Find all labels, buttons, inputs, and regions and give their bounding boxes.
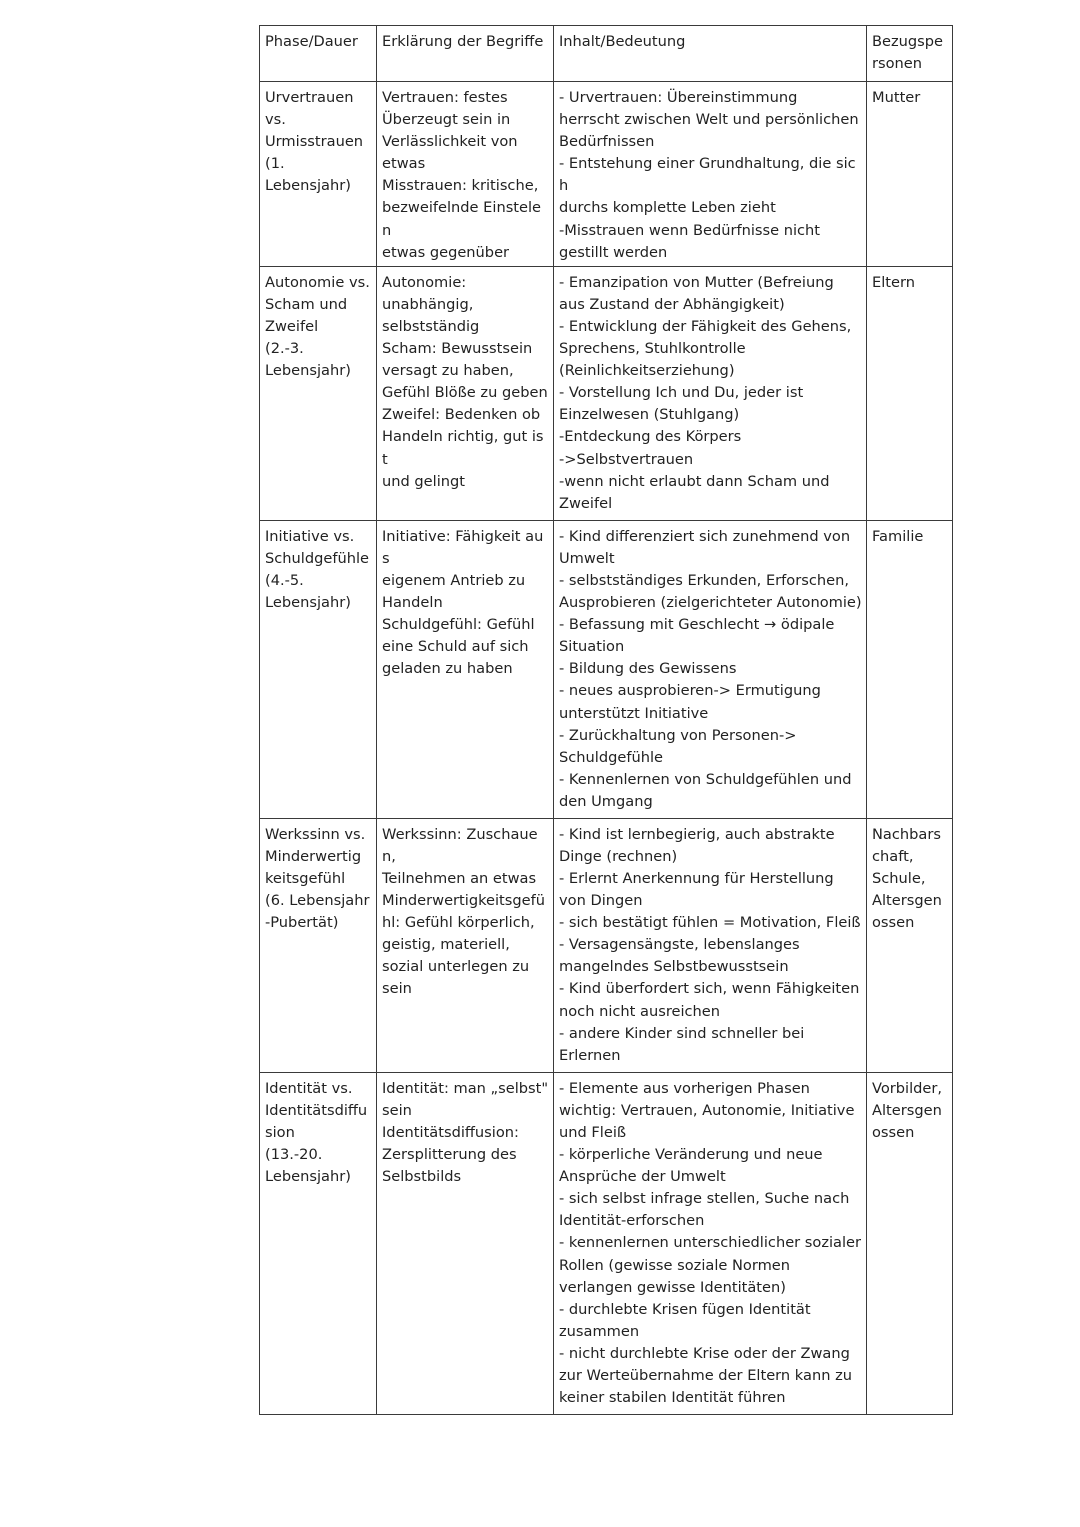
cell-erklaerung: Autonomie: unabhängig, selbstständig Scham: Bewusstsein versagt zu haben, Gefühl Blöße zu geben Zweifel: Bedenken ob Handeln richtig, gut ist und gelingt [377,266,554,520]
cell-bezugspersonen: Mutter [867,82,953,267]
cell-bezugspersonen: Nachbars chaft, Schule, Altersgen ossen [867,818,953,1072]
cell-phase: Identität vs. Identitätsdiffu sion (13.-20. Lebensjahr) [260,1072,377,1414]
cell-erklaerung: Werkssinn: Zuschauen, Teilnehmen an etwas Minderwertigkeitsgefü hl: Gefühl körperlich, geistig, materiell, sozial unterlegen zu sein [377,818,554,1072]
table-row [260,520,953,818]
header-erklaerung: Erklärung der Begriffe [377,26,554,82]
table-row [260,266,953,520]
cell-phase: Urvertrauen vs. Urmisstrauen (1. Lebensjahr) [260,82,377,267]
cell-erklaerung: Initiative: Fähigkeit aus eigenem Antrieb zu Handeln Schuldgefühl: Gefühl eine Schuld auf sich geladen zu haben [377,520,554,818]
table-row [260,818,953,1072]
cell-phase: Werkssinn vs. Minderwertig keitsgefühl (6. Lebensjahr -Pubertät) [260,818,377,1072]
header-phase: Phase/Dauer [260,26,377,82]
cell-inhalt: - Kind ist lernbegierig, auch abstrakte Dinge (rechnen) - Erlernt Anerkennung für Herstellung von Dingen - sich bestätigt fühlen = Motivation, Fleiß - Versagensängste, lebenslanges mangelndes Selbstbewusstsein - Kind überfordert sich, wenn Fähigkeiten noch nicht ausreichen - andere Kinder sind schneller bei Erlernen [554,818,867,1072]
cell-erklaerung: Vertrauen: festes Überzeugt sein in Verlässlichkeit von etwas Misstrauen: kritische, bezweifelnde Einstelen etwas gegenüber [377,82,554,267]
cell-erklaerung: Identität: man „selbst" sein Identitätsdiffusion: Zersplitterung des Selbstbilds [377,1072,554,1414]
table-row [260,82,953,267]
cell-bezugspersonen: Familie [867,520,953,818]
cell-phase: Autonomie vs. Scham und Zweifel (2.-3. Lebensjahr) [260,266,377,520]
cell-inhalt: - Kind differenziert sich zunehmend von Umwelt - selbstständiges Erkunden, Erforschen, Ausprobieren (zielgerichteter Autonomie) - Befassung mit Geschlecht → ödipale Situation - Bildung des Gewissens - neues ausprobieren-> Ermutigung unterstützt Initiative - Zurückhaltung von Personen-> Schuldgefühle - Kennenlernen von Schuldgefühlen und den Umgang [554,520,867,818]
cell-inhalt: - Emanzipation von Mutter (Befreiung aus Zustand der Abhängigkeit) - Entwicklung der Fähigkeit des Gehens, Sprechens, Stuhlkontrolle (Reinlichkeitserziehung) - Vorstellung Ich und Du, jeder ist Einzelwesen (Stuhlgang) -Entdeckung des Körpers ->Selbstvertrauen -wenn nicht erlaubt dann Scham und Zweifel [554,266,867,520]
header-bezugspersonen: Bezugspe rsonen [867,26,953,82]
cell-bezugspersonen: Eltern [867,266,953,520]
table-row [260,1072,953,1414]
table-header-row [260,26,953,82]
cell-inhalt: - Elemente aus vorherigen Phasen wichtig: Vertrauen, Autonomie, Initiative und Fleiß - körperliche Veränderung und neue Ansprüche der Umwelt - sich selbst infrage stellen, Suche nach Identität-erforschen - kennenlernen unterschiedlicher sozialer Rollen (gewisse soziale Normen verlangen gewisse Identitäten) - durchlebte Krisen fügen Identität zusammen - nicht durchlebte Krise oder der Zwang zur Werteübernahme der Eltern kann zu keiner stabilen Identität führen [554,1072,867,1414]
cell-bezugspersonen: Vorbilder, Altersgen ossen [867,1072,953,1414]
erikson-stages-table [259,25,953,1415]
cell-inhalt: - Urvertrauen: Übereinstimmung herrscht zwischen Welt und persönlichen Bedürfnissen - Entstehung einer Grundhaltung, die sich durchs komplette Leben zieht -Misstrauen wenn Bedürfnisse nicht gestillt werden [554,82,867,267]
header-inhalt: Inhalt/Bedeutung [554,26,867,82]
cell-phase: Initiative vs. Schuldgefühle (4.-5. Lebensjahr) [260,520,377,818]
